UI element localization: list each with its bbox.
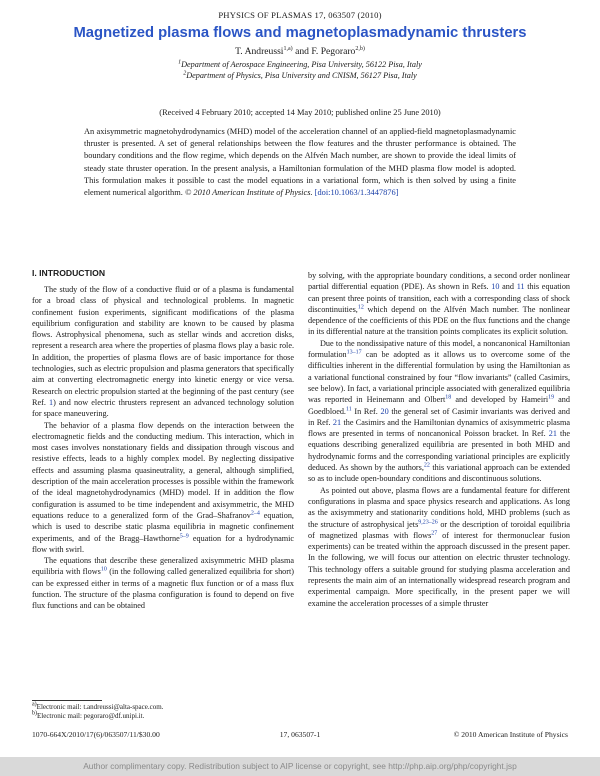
citation-link[interactable]: 12 <box>357 304 364 311</box>
affiliation-text: Department of Physics, Pisa University and CNISM, 56127 Pisa, Italy <box>186 71 417 80</box>
citation-link[interactable]: 5–9 <box>179 532 189 539</box>
text: equation, which is used to describe static plasma equilibria in magnetic confinement experiments, and of the Bragg–Hawthorne <box>32 510 294 543</box>
ref-link[interactable]: 11 <box>516 282 525 292</box>
paragraph <box>32 284 294 420</box>
paragraph <box>32 555 294 611</box>
author-sup: 2,b) <box>355 45 365 52</box>
ref-link[interactable]: 10 <box>491 282 500 292</box>
text: As pointed out above, plasma flows are a fundamental feature for different configurations in plasma and space physics research and applications. As long as the axisymmetry and stationarity conditions hold, MHD problems (such as the structure of astrophysical jets <box>308 485 570 529</box>
text: In Ref. <box>351 406 378 416</box>
affiliation-sup: 1 <box>178 59 182 66</box>
footnote-sup: b) <box>32 710 37 717</box>
citation-link[interactable]: 22 <box>423 462 430 469</box>
text: The study of the flow of a conductive fluid or of a plasma is fundamental for a broad class of physical and technological problems. In magnetic confinement fusion experiments, significant modifications of the plasma equilibrium configuration and stability are known to be caused by plasma flows. Astrophysical phenomena, such as stellar winds and accretion disks, represent a research area where the properties of plasma flows play a basic role. In addition, the properties of plasma flows are of basic importance for those technologies, such as electric propulsion and plasma generators that specifically aim at converting electromagnetic energy into kinetic energy or vice versa. Research on electric propulsion started at the beginning of the past century (see Ref. <box>32 285 294 407</box>
footnote-b <box>32 712 144 720</box>
footnote-text: Electronic mail: pegoraro@df.unipi.it. <box>37 712 145 720</box>
ref-link[interactable]: 1 <box>49 397 54 407</box>
doi-link[interactable]: [doi:10.1063/1.3447876] <box>314 188 399 198</box>
citation-link[interactable]: 18 <box>445 394 452 401</box>
footer-issn: 1070-664X/2010/17(6)/063507/11/$30.00 <box>32 730 160 739</box>
footnote-sup: a) <box>32 701 37 708</box>
abstract-copyright: © 2010 American Institute of Physics. <box>184 188 313 198</box>
footnote-a <box>32 703 163 711</box>
paragraph <box>32 420 294 556</box>
author-sup: 1,a) <box>283 45 293 52</box>
footer-page-number: 17, 063507-1 <box>279 730 321 739</box>
text: equation for a hydrodynamic flow with swirl. <box>32 533 295 554</box>
affiliation-text: Department of Aerospace Engineering, Pisa University, 56122 Pisa, Italy <box>181 60 422 69</box>
citation-link[interactable]: 11 <box>345 405 352 412</box>
right-column <box>308 270 570 609</box>
text: ) and now electric thrusters represent an advanced technology solution for space maneuvering. <box>32 397 294 419</box>
text: which depend on the Alfvén Mach number. The nonlinear dependence of the coefficients of this PDE on the flux functions and the change in its differential nature at the transition points complicates its explicit solution. <box>308 304 570 337</box>
citation-link[interactable]: 27 <box>431 530 438 537</box>
author-name: F. Pegoraro <box>311 46 356 57</box>
affiliation-1 <box>0 60 600 69</box>
citation-link[interactable]: 10 <box>100 566 107 573</box>
text: this variational approach can be extended so as to include open-boundary conditions and discontinuous solutions. <box>308 463 570 484</box>
text: the Casimirs and the Hamiltonian dynamics of axisymmetric plasma flows are presented in terms of noncanonical Poisson bracket. In Ref. <box>308 417 570 439</box>
affiliation-2 <box>0 71 600 80</box>
text: can be adopted as it allows us to overcome some of the difficulties inherent in the differential formulation by using the Hamiltonian as a variational functional constrained by four “flow invariants” (called Casimirs, see below). In fact, a variational principle associated with generalized equilibria was reported in Heinemann and Olbert <box>308 350 570 405</box>
ref-link[interactable]: 20 <box>380 406 389 416</box>
copyright-bar-text: Author complimentary copy. Redistribution subject to AIP license or copyright, see http://php.aip.org/php/copyright.jsp <box>83 761 517 771</box>
text: the equations describing generalized equilibria are presented in both MHD and hydrodynamic forms and the corresponding variational principles are explicitly deduced. As shown by the authors, <box>308 429 570 473</box>
text: and Goedbloed. <box>308 395 570 416</box>
text: or the description of toroidal equilibria of magnetized plasmas with flows <box>308 519 570 540</box>
left-column <box>32 284 294 612</box>
text: (in the following called generalized equilibria for short) can be expressed either in terms of a magnetic flux function or of a mass flux function. The structure of the plasma configuration is found to depend on five flux functions and can be obtained <box>32 567 295 611</box>
affiliation-sup: 2 <box>183 70 187 77</box>
author-joiner: and <box>295 46 309 57</box>
paragraph <box>308 270 570 338</box>
received-dates: (Received 4 February 2010; accepted 14 May 2010; published online 25 June 2010) <box>159 108 441 117</box>
text: The behavior of a plasma flow depends on the interaction between the electromagnetic fields and the conducting medium. This interaction, which in most cases involves nonstationary fields and dissipation through viscous and resistive effects, leads to a highly complex model. By neglecting dissipative effects and assuming plasma quasineutrality, a general, although simplified, description of the main acceleration processes is possible within the framework of the ideal magnetohydrodynamics (MHD) model. If in addition the flow configuration is assumed to be time independent and axisymmetric, the MHD equations reduce to a generalized form of the Grad–Shafranov <box>32 420 294 520</box>
running-head: PHYSICS OF PLASMAS 17, 063507 (2010) <box>218 10 382 20</box>
citation-link[interactable]: 2–4 <box>250 510 260 517</box>
paragraph <box>308 485 570 609</box>
text: the general set of Casimir invariants was derived and in Ref. <box>308 406 570 427</box>
footnote-rule <box>32 700 102 701</box>
ref-link[interactable]: 21 <box>548 429 557 439</box>
text: The equations that describe these generalized axisymmetric MHD plasma equilibria with flows <box>32 556 294 577</box>
text: and developed by Hameiri <box>451 395 549 405</box>
footer-copyright: © 2010 American Institute of Physics <box>453 730 568 739</box>
text: and <box>499 282 517 292</box>
author-line <box>0 46 600 57</box>
text: this equation can present three points of transition, each with a corresponding class of shock discontinuities, <box>308 282 571 314</box>
paper-title: Magnetized plasma flows and magnetoplasmadynamic thrusters <box>73 25 527 41</box>
citation-link[interactable]: 19 <box>548 394 555 401</box>
author-name: T. Andreussi <box>235 46 284 57</box>
text: of interest for thermonuclear fusion experiments) can be treated within the approach discussed in the present paper. In the following, we will focus our attention on electric thruster technology. This technology offers a suitable ground for studying plasma acceleration and represents the main aim of an internationally widespread research program and experimental campaign. More specifically, in the present paper we will examine the acceleration processes of a simple thruster <box>308 530 570 608</box>
footnote-text: Electronic mail: t.andreussi@alta-space.com. <box>36 703 164 711</box>
ref-link[interactable]: 21 <box>332 417 342 427</box>
abstract-text: An axisymmetric magnetohydrodynamics (MHD) model of the acceleration channel of an applied-field magnetoplasmadynamic thruster is presented. A set of general relationships between the flow features and the thruster performance is obtained. The boundary conditions and the flow regime, which depends on the Alfvén Mach number, are shown to provide the ideal limits of steady state thruster operation. In the present analysis, a Hamiltonian formulation of the MHD plasma flow model is adopted. This formulation makes it possible to cast the model equations in a variational form, which is then solved by using a finite element numerical algorithm. <box>84 127 516 198</box>
text: Due to the nondissipative nature of this model, a noncanonical Hamiltonian formulation <box>308 338 570 360</box>
abstract <box>84 126 516 199</box>
citation-link[interactable]: 13–17 <box>346 349 362 356</box>
paragraph <box>308 338 570 485</box>
citation-link[interactable]: 9,23–26 <box>418 518 438 525</box>
text: by solving, with the appropriate boundary conditions, a second order nonlinear partial differential equation (PDE). As shown in Refs. <box>308 271 570 292</box>
section-heading: I. INTRODUCTION <box>32 268 106 278</box>
